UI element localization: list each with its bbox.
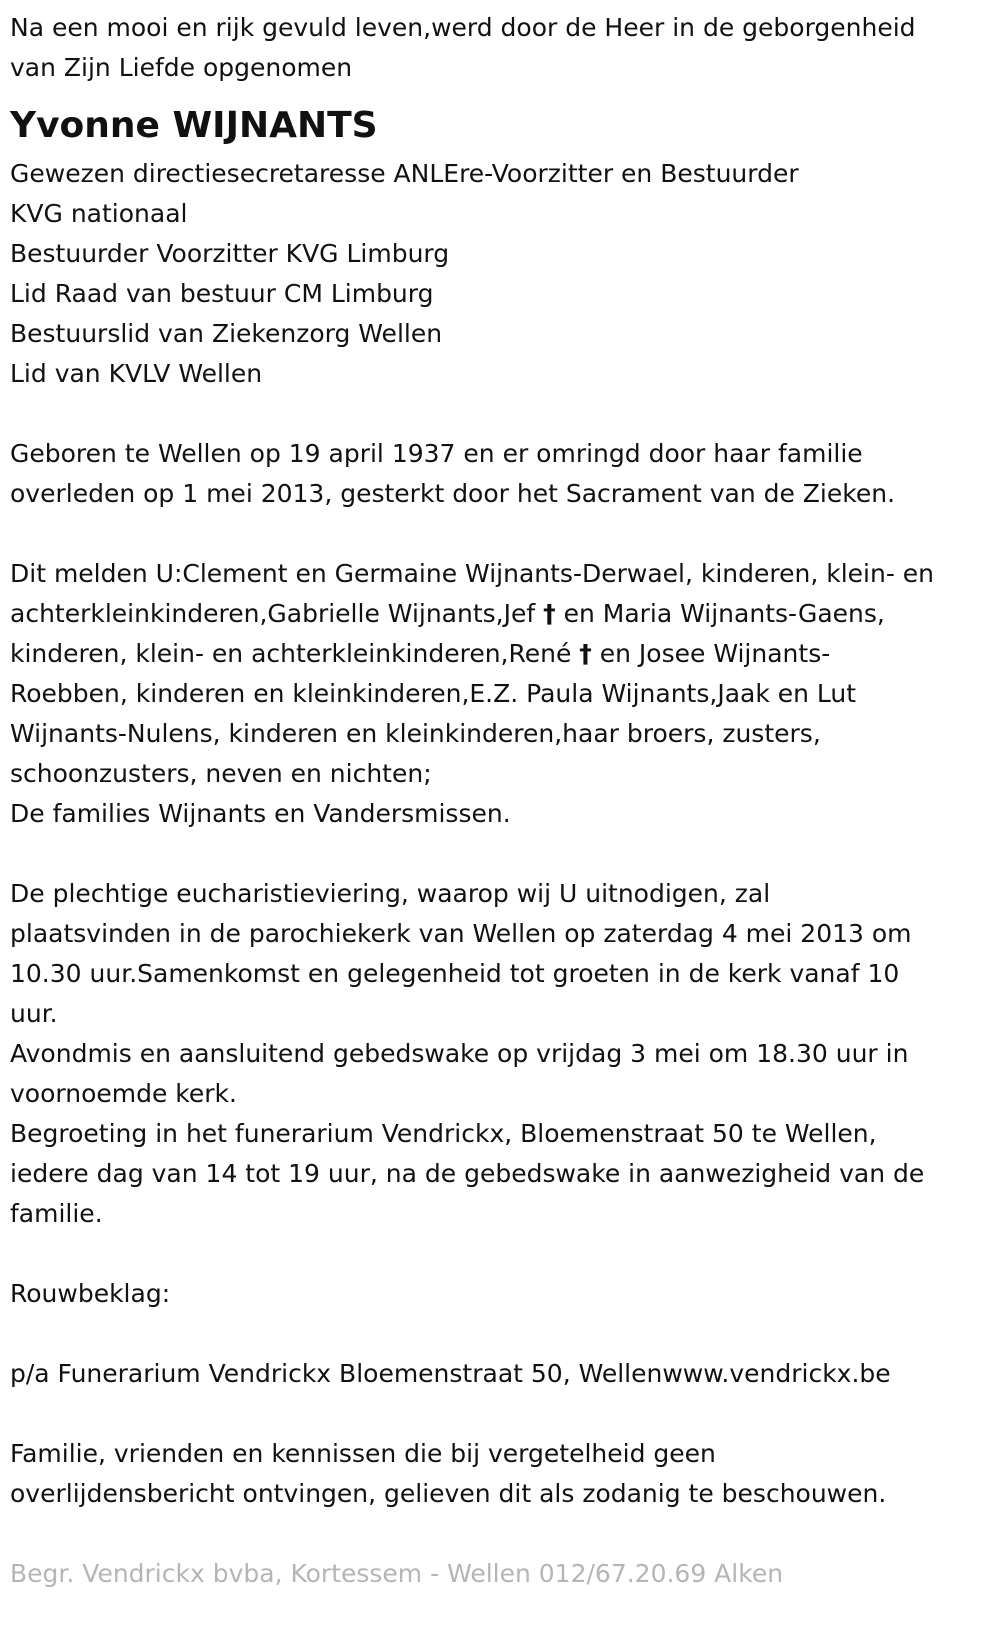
ceremony-line: iedere dag van 14 tot 19 uur, na de gebedswake in aanwezigheid van de [10,1159,925,1188]
announcement-line [10,594,980,634]
spacer [10,1514,980,1554]
spacer [10,1234,980,1274]
cross-icon: † [579,639,592,668]
birth-death-line: Geboren te Wellen op 19 april 1937 en er omringd door haar familie [10,439,863,468]
ceremony-line: familie. [10,1199,103,1228]
notice-text [10,1434,980,1514]
announcement-fragment: kinderen, klein- en achterkleinkinderen,René [10,639,580,668]
announcement-fragment: en Maria Wijnants-Gaens, [555,599,885,628]
ceremony-line: Begroeting in het funerarium Vendrickx, Bloemenstraat 50 te Wellen, [10,1119,877,1148]
spacer [10,1394,980,1434]
intro-text [10,8,980,88]
announcement-line: Roebben, kinderen en kleinkinderen,E.Z. Paula Wijnants,Jaak en Lut [10,679,857,708]
birth-death-line: overleden op 1 mei 2013, gesterkt door het Sacrament van de Zieken. [10,479,896,508]
roles-list [10,154,980,394]
ceremony-line: Avondmis en aansluitend gebedswake op vrijdag 3 mei om 18.30 uur in [10,1039,909,1068]
notice-line: overlijdensbericht ontvingen, gelieven dit als zodanig te beschouwen. [10,1479,887,1508]
ceremony-line: De plechtige eucharistieviering, waarop wij U uitnodigen, zal [10,879,771,908]
ceremony-line: uur. [10,999,58,1028]
condolence-address: p/a Funerarium Vendrickx Bloemenstraat 50, Wellenwww.vendrickx.be [10,1359,891,1388]
role-line: KVG nationaal [10,199,188,228]
spacer [10,394,980,434]
intro-line: Na een mooi en rijk gevuld leven,werd door de Heer in de geborgenheid [10,13,916,42]
condolence-label: Rouwbeklag: [10,1279,171,1308]
announcement-fragment: achterkleinkinderen,Gabrielle Wijnants,Jef [10,599,544,628]
ceremony-line: plaatsvinden in de parochiekerk van Wellen op zaterdag 4 mei 2013 om [10,919,912,948]
spacer [10,834,980,874]
announcement-line [10,634,980,674]
role-line: Gewezen directiesecretaresse ANLEre-Voorzitter en Bestuurder [10,159,799,188]
ceremony-line: voornoemde kerk. [10,1079,237,1108]
role-line: Lid van KVLV Wellen [10,359,263,388]
deceased-name: Yvonne WIJNANTS [10,105,378,146]
announcement-text [10,554,980,834]
announcement-fragment: en Josee Wijnants- [591,639,831,668]
announcement-line: Dit melden U:Clement en Germaine Wijnants-Derwael, kinderen, klein- en [10,559,935,588]
notice-line: Familie, vrienden en kennissen die bij vergetelheid geen [10,1439,716,1468]
announcement-line: Wijnants-Nulens, kinderen en kleinkinderen,haar broers, zusters, [10,719,821,748]
role-line: Lid Raad van bestuur CM Limburg [10,279,434,308]
announcement-line: schoonzusters, neven en nichten; [10,759,432,788]
cross-icon: † [543,599,556,628]
ceremony-text [10,874,980,1234]
role-line: Bestuurder Voorzitter KVG Limburg [10,239,450,268]
intro-line: van Zijn Liefde opgenomen [10,53,353,82]
birth-death-text [10,434,980,514]
footer-credit: Begr. Vendrickx bvba, Kortessem - Wellen 012/67.20.69 Alken [10,1559,784,1588]
spacer [10,1314,980,1354]
ceremony-line: 10.30 uur.Samenkomst en gelegenheid tot groeten in de kerk vanaf 10 [10,959,900,988]
role-line: Bestuurslid van Ziekenzorg Wellen [10,319,443,348]
spacer [10,514,980,554]
announcement-line: De families Wijnants en Vandersmissen. [10,799,511,828]
